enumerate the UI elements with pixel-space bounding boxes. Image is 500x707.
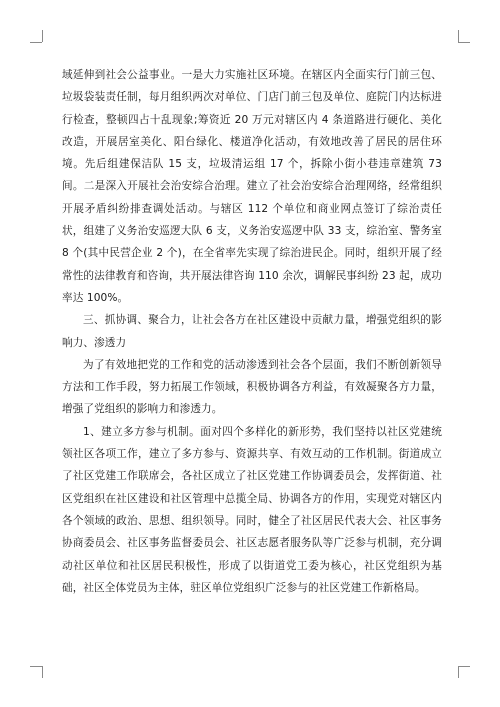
crop-mark-top-right-v [458, 30, 459, 42]
crop-mark-top-right-h [458, 42, 470, 43]
crop-mark-bottom-left-h [30, 666, 42, 667]
paragraph-multi-party-mechanism: 1、建立多方参与机制。面对四个多样化的新形势，我们坚持以社区党建统领社区各项工作，建立了多方参与、资源共享、有效互动的工作机制。街道成立了社区党建工作联席会，各社区成立了社区党建工作协调委员会，发挥街道、社区党组织在社区建设和社区管理中总揽全局、协调各方的作用，实现党对辖区内各个领域的政治、思想、组织领导。同时，健全了社区居民代表大会、社区事务协商委员会、社区事务监督委员会、社区志愿者服务队等广泛参与机制，充分调动社区单位和社区居民积极性，形成了以街道党工委为核心，社区党组织为基础，社区全体党员为主体，驻区单位党组织广泛参与的社区党建工作新格局。 [62, 425, 442, 594]
document-body [62, 64, 442, 599]
crop-mark-bottom-left-v [42, 666, 43, 678]
crop-mark-bottom-right-v [458, 666, 459, 678]
section-heading-coordination: 三、抓协调、聚合力，让社会各方在社区建设中贡献力量，增强党组织的影响力、渗透力 [62, 314, 442, 349]
crop-mark-top-left-v [42, 30, 43, 42]
paragraph-party-influence: 为了有效地把党的工作和党的活动渗透到社会各个层面，我们不断创新领导方法和工作手段，努力拓展工作领域，积极协调各方利益，有效凝聚各方力量，增强了党组织的影响力和渗透力。 [62, 358, 442, 416]
crop-mark-bottom-right-h [458, 666, 470, 667]
crop-mark-top-left-h [30, 42, 42, 43]
paragraph-environment-and-security: 域延伸到社会公益事业。一是大力实施社区环境。在辖区内全面实行门前三包、垃圾袋装责任制，每月组织两次对单位、门店门前三包及单位、庭院门内达标进行检查，整顿四占十乱现象;筹资近 20 万元对辖区内 4 条道路进行硬化、美化改造，开展居室美化、阳台绿化、楼道净化活动，有效地改善了居民的居住环境。先后组建保洁队 15 支，垃圾清运组 17 个，拆除小街小巷违章建筑 73 间。二是深入开展社会治安综合治理。建立了社会治安综合治理网络，经常组织开展矛盾纠纷排查调处活动。与辖区 112 个单位和商业网点签订了综治责任状，组建了义务治安巡逻大队 6 支，义务治安巡逻中队 33 支，综治室、警务室 8 个(其中民营企业 2 个)，在全省率先实现了综治进民企。同时，组织开展了经常性的法律教育和咨询，共开展法律咨询 110 余次，调解民事纠纷 23 起，成功率达 100%。 [62, 69, 442, 304]
